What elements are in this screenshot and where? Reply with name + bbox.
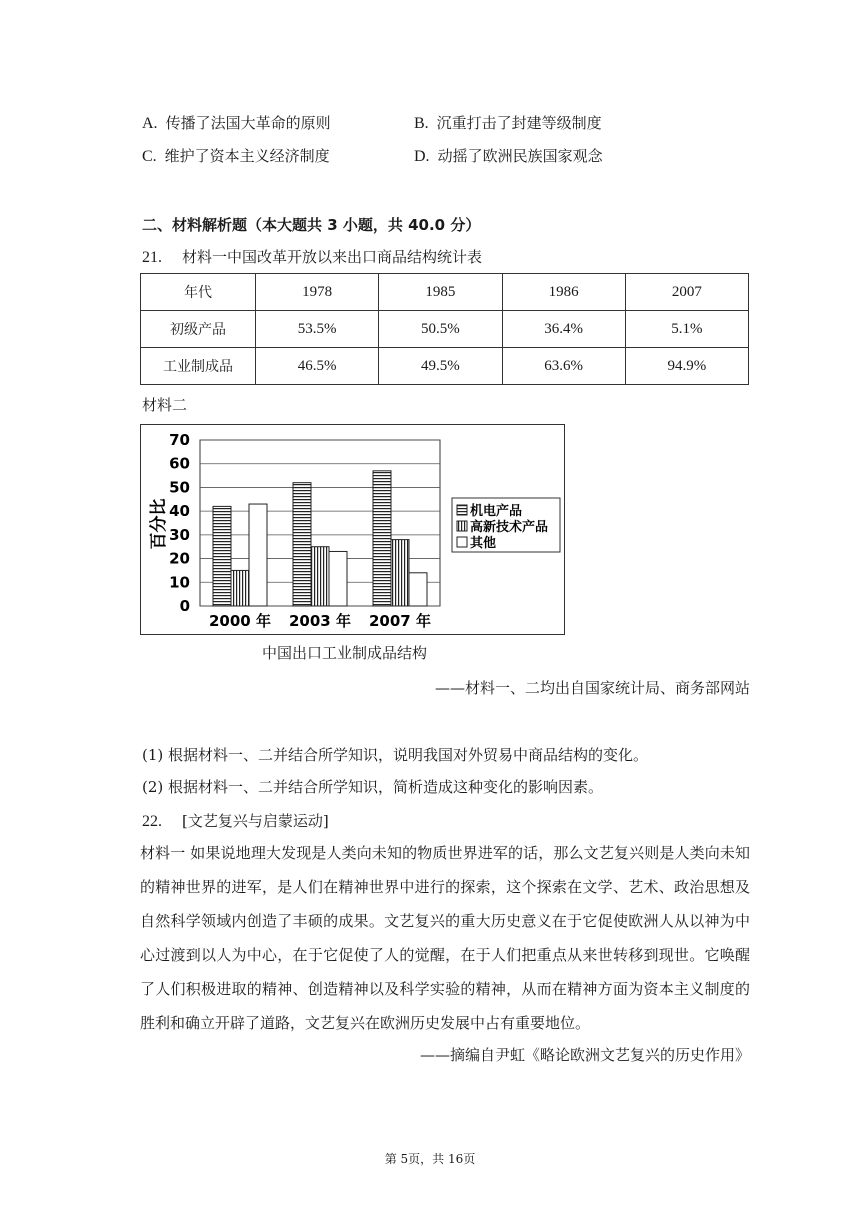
table-cell: 工业制成品 bbox=[141, 348, 256, 385]
x-tick-label: 2007 年 bbox=[369, 612, 431, 630]
section-title: 二、材料解析题（本大题共 3 小题，共 40.0 分） bbox=[142, 216, 481, 234]
table-cell: 49.5% bbox=[379, 348, 502, 385]
bar bbox=[213, 506, 231, 606]
table-cell: 5.1% bbox=[625, 311, 748, 348]
material-2-label: 材料二 bbox=[142, 396, 188, 414]
table-row bbox=[141, 348, 749, 385]
legend-swatch bbox=[457, 505, 467, 515]
option-key: B. bbox=[414, 115, 429, 132]
x-tick-label: 2003 年 bbox=[289, 612, 351, 630]
export-bar-chart bbox=[140, 424, 565, 635]
question-number: 22. bbox=[142, 813, 162, 830]
question-number: 21. bbox=[142, 249, 162, 266]
y-tick-label: 30 bbox=[169, 525, 190, 544]
y-tick-label: 70 bbox=[169, 431, 190, 449]
citation: ——摘编自尹虹《略论欧洲文艺复兴的历史作用》 bbox=[419, 1046, 750, 1064]
y-tick-label: 50 bbox=[169, 478, 190, 497]
chart-legend bbox=[452, 498, 560, 552]
bar bbox=[409, 573, 427, 606]
option-key: C. bbox=[142, 148, 157, 165]
legend-swatch bbox=[457, 521, 467, 531]
table-cell: 1978 bbox=[256, 274, 379, 311]
chart-title: 中国出口工业制成品结构 bbox=[262, 644, 428, 662]
table-header-row bbox=[141, 274, 749, 311]
page-footer: 第 5页，共 16页 bbox=[384, 1152, 476, 1166]
y-axis-label: 百分比 bbox=[149, 498, 169, 550]
legend-label: 高新技术产品 bbox=[470, 520, 549, 535]
option-text: 传播了法国大革命的原则 bbox=[165, 114, 331, 132]
question-title: 材料一中国改革开放以来出口商品结构统计表 bbox=[182, 248, 483, 266]
question-21-heading bbox=[142, 246, 482, 267]
legend-label: 机电产品 bbox=[470, 504, 523, 519]
y-tick-label: 0 bbox=[179, 597, 190, 615]
table-cell: 46.5% bbox=[256, 348, 379, 385]
bar bbox=[231, 570, 249, 606]
option-a bbox=[142, 112, 331, 133]
option-c bbox=[142, 145, 330, 166]
table-cell: 36.4% bbox=[502, 311, 625, 348]
table-cell: 2007 bbox=[625, 274, 748, 311]
bar bbox=[293, 483, 311, 606]
question-title: [文艺复兴与启蒙运动] bbox=[182, 812, 329, 830]
export-structure-table bbox=[140, 273, 749, 385]
table-row bbox=[141, 311, 749, 348]
bar bbox=[329, 551, 347, 606]
option-text: 维护了资本主义经济制度 bbox=[164, 147, 330, 165]
table-cell: 63.6% bbox=[502, 348, 625, 385]
y-tick-label: 40 bbox=[169, 502, 190, 521]
bar bbox=[391, 540, 409, 606]
y-tick-label: 10 bbox=[169, 573, 190, 592]
option-key: A. bbox=[142, 115, 158, 132]
y-tick-label: 20 bbox=[169, 549, 190, 568]
option-b bbox=[414, 112, 602, 133]
table-cell: 50.5% bbox=[379, 311, 502, 348]
question-22-heading bbox=[142, 810, 329, 831]
option-d bbox=[414, 145, 603, 166]
y-tick-label: 60 bbox=[169, 454, 190, 473]
option-text: 动摇了欧洲民族国家观念 bbox=[437, 147, 603, 165]
bar bbox=[373, 471, 391, 606]
material-1-paragraph: 材料一 如果说地理大发现是人类向未知的物质世界进军的话，那么文艺复兴则是人类向未知的精神世界的进军，是人们在精神世界中进行的探索，这个探索在文学、艺术、政治思想及自然科学领域内创造了丰硕的成果。文艺复兴的重大历史意义在于它促使欧洲人从以神为中心过渡到以人为中心，在于它促使了人的觉醒，在于人们把重点从来世转移到现世。它唤醒了人们积极进取的精神、创造精神以及科学实验的精神，从而在精神方面为资本主义制度的胜利和确立开辟了道路，文艺复兴在欧洲历史发展中占有重要地位。 bbox=[140, 844, 750, 1032]
table-cell: 94.9% bbox=[625, 348, 748, 385]
table-cell: 年代 bbox=[141, 274, 256, 311]
legend-label: 其他 bbox=[470, 536, 497, 551]
sub-question-2: (2) 根据材料一、二并结合所学知识，简析造成这种变化的影响因素。 bbox=[142, 778, 604, 796]
source-line: ——材料一、二均出自国家统计局、商务部网站 bbox=[434, 679, 750, 697]
table-cell: 1985 bbox=[379, 274, 502, 311]
table-cell: 53.5% bbox=[256, 311, 379, 348]
table-cell: 初级产品 bbox=[141, 311, 256, 348]
option-key: D. bbox=[414, 148, 430, 165]
legend-swatch bbox=[457, 537, 467, 547]
bar bbox=[249, 504, 267, 606]
table-cell: 1986 bbox=[502, 274, 625, 311]
option-text: 沉重打击了封建等级制度 bbox=[436, 114, 602, 132]
bar bbox=[311, 547, 329, 606]
sub-question-1: (1) 根据材料一、二并结合所学知识，说明我国对外贸易中商品结构的变化。 bbox=[142, 746, 649, 764]
x-tick-label: 2000 年 bbox=[209, 612, 271, 630]
